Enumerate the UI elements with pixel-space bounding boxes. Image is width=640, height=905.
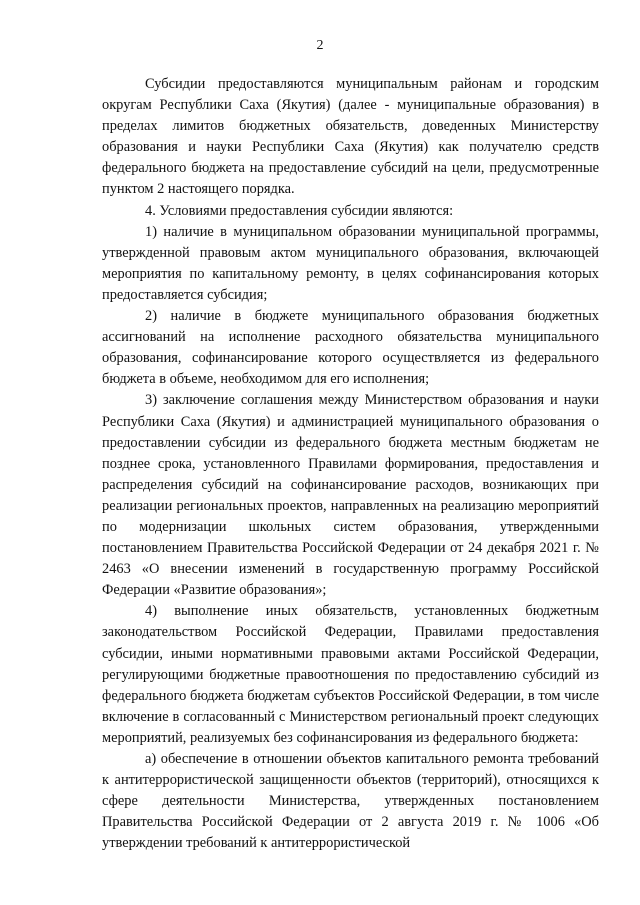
paragraph-conditions-heading: 4. Условиями предоставления субсидии являются: bbox=[145, 202, 454, 219]
paragraph-condition-2: 2) наличие в бюджете муниципального образования бюджетных ассигнований на исполнение расходного обязательства муниципального образования, софинансирование которого осуществляется из федерального бюджета в объеме, необходимом для его исполнения; bbox=[102, 308, 599, 388]
document-body bbox=[102, 74, 599, 854]
paragraph-condition-3: 3) заключение соглашения между Министерством образования и науки Республики Саха (Якутия) и администрацией муниципального образования о предоставлении субсидии из федерального бюджета местным бюджетам не позднее срока, установленного Правилами формирования, предоставления и распределения субсидий на софинансирование расходов, возникающих при реализации региональных проектов, направленных на реализацию мероприятий по модернизации школьных систем образования, утвержденными постановлением Правительства Российской Федерации от 24 декабря 2021 г. № 2463 «О внесении изменений в государственную программу Российской Федерации «Развитие образования»; bbox=[102, 392, 599, 599]
paragraph-condition-4: 4) выполнение иных обязательств, установленных бюджетным законодательством Российской Федерации, Правилами предоставления субсидии, иными нормативными правовыми актами Российской Федерации, регулирующими бюджетные правоотношения по предоставлению субсидий из федерального бюджета бюджетам субъектов Российской Федерации, в том числе включение в согласованный с Министерством региональный проект следующих мероприятий, реализуемых без софинансирования из федерального бюджета: bbox=[102, 603, 599, 746]
paragraph-condition-4a: а) обеспечение в отношении объектов капитального ремонта требований к антитеррористической защищенности объектов (территорий), относящихся к сфере деятельности Министерства, утвержденных постановлением Правительства Российской Федерации от 2 августа 2019 г. № 1006 «Об утверждении требований к антитеррористической bbox=[102, 751, 599, 852]
page-number: 2 bbox=[316, 38, 324, 53]
paragraph-subsidy-intro: Субсидии предоставляются муниципальным районам и городским округам Республики Саха (Якутия) (далее - муниципальные образования) в пределах лимитов бюджетных обязательств, доведенных Министерству образования и науки Республики Саха (Якутия) как получателю средств федерального бюджета на предоставление субсидий на цели, предусмотренные пунктом 2 настоящего порядка. bbox=[102, 76, 599, 198]
paragraph-condition-1: 1) наличие в муниципальном образовании муниципальной программы, утвержденной правовым актом муниципального образования, включающей мероприятия по капитальному ремонту, в целях софинансирования которых предоставляется субсидия; bbox=[102, 223, 599, 303]
